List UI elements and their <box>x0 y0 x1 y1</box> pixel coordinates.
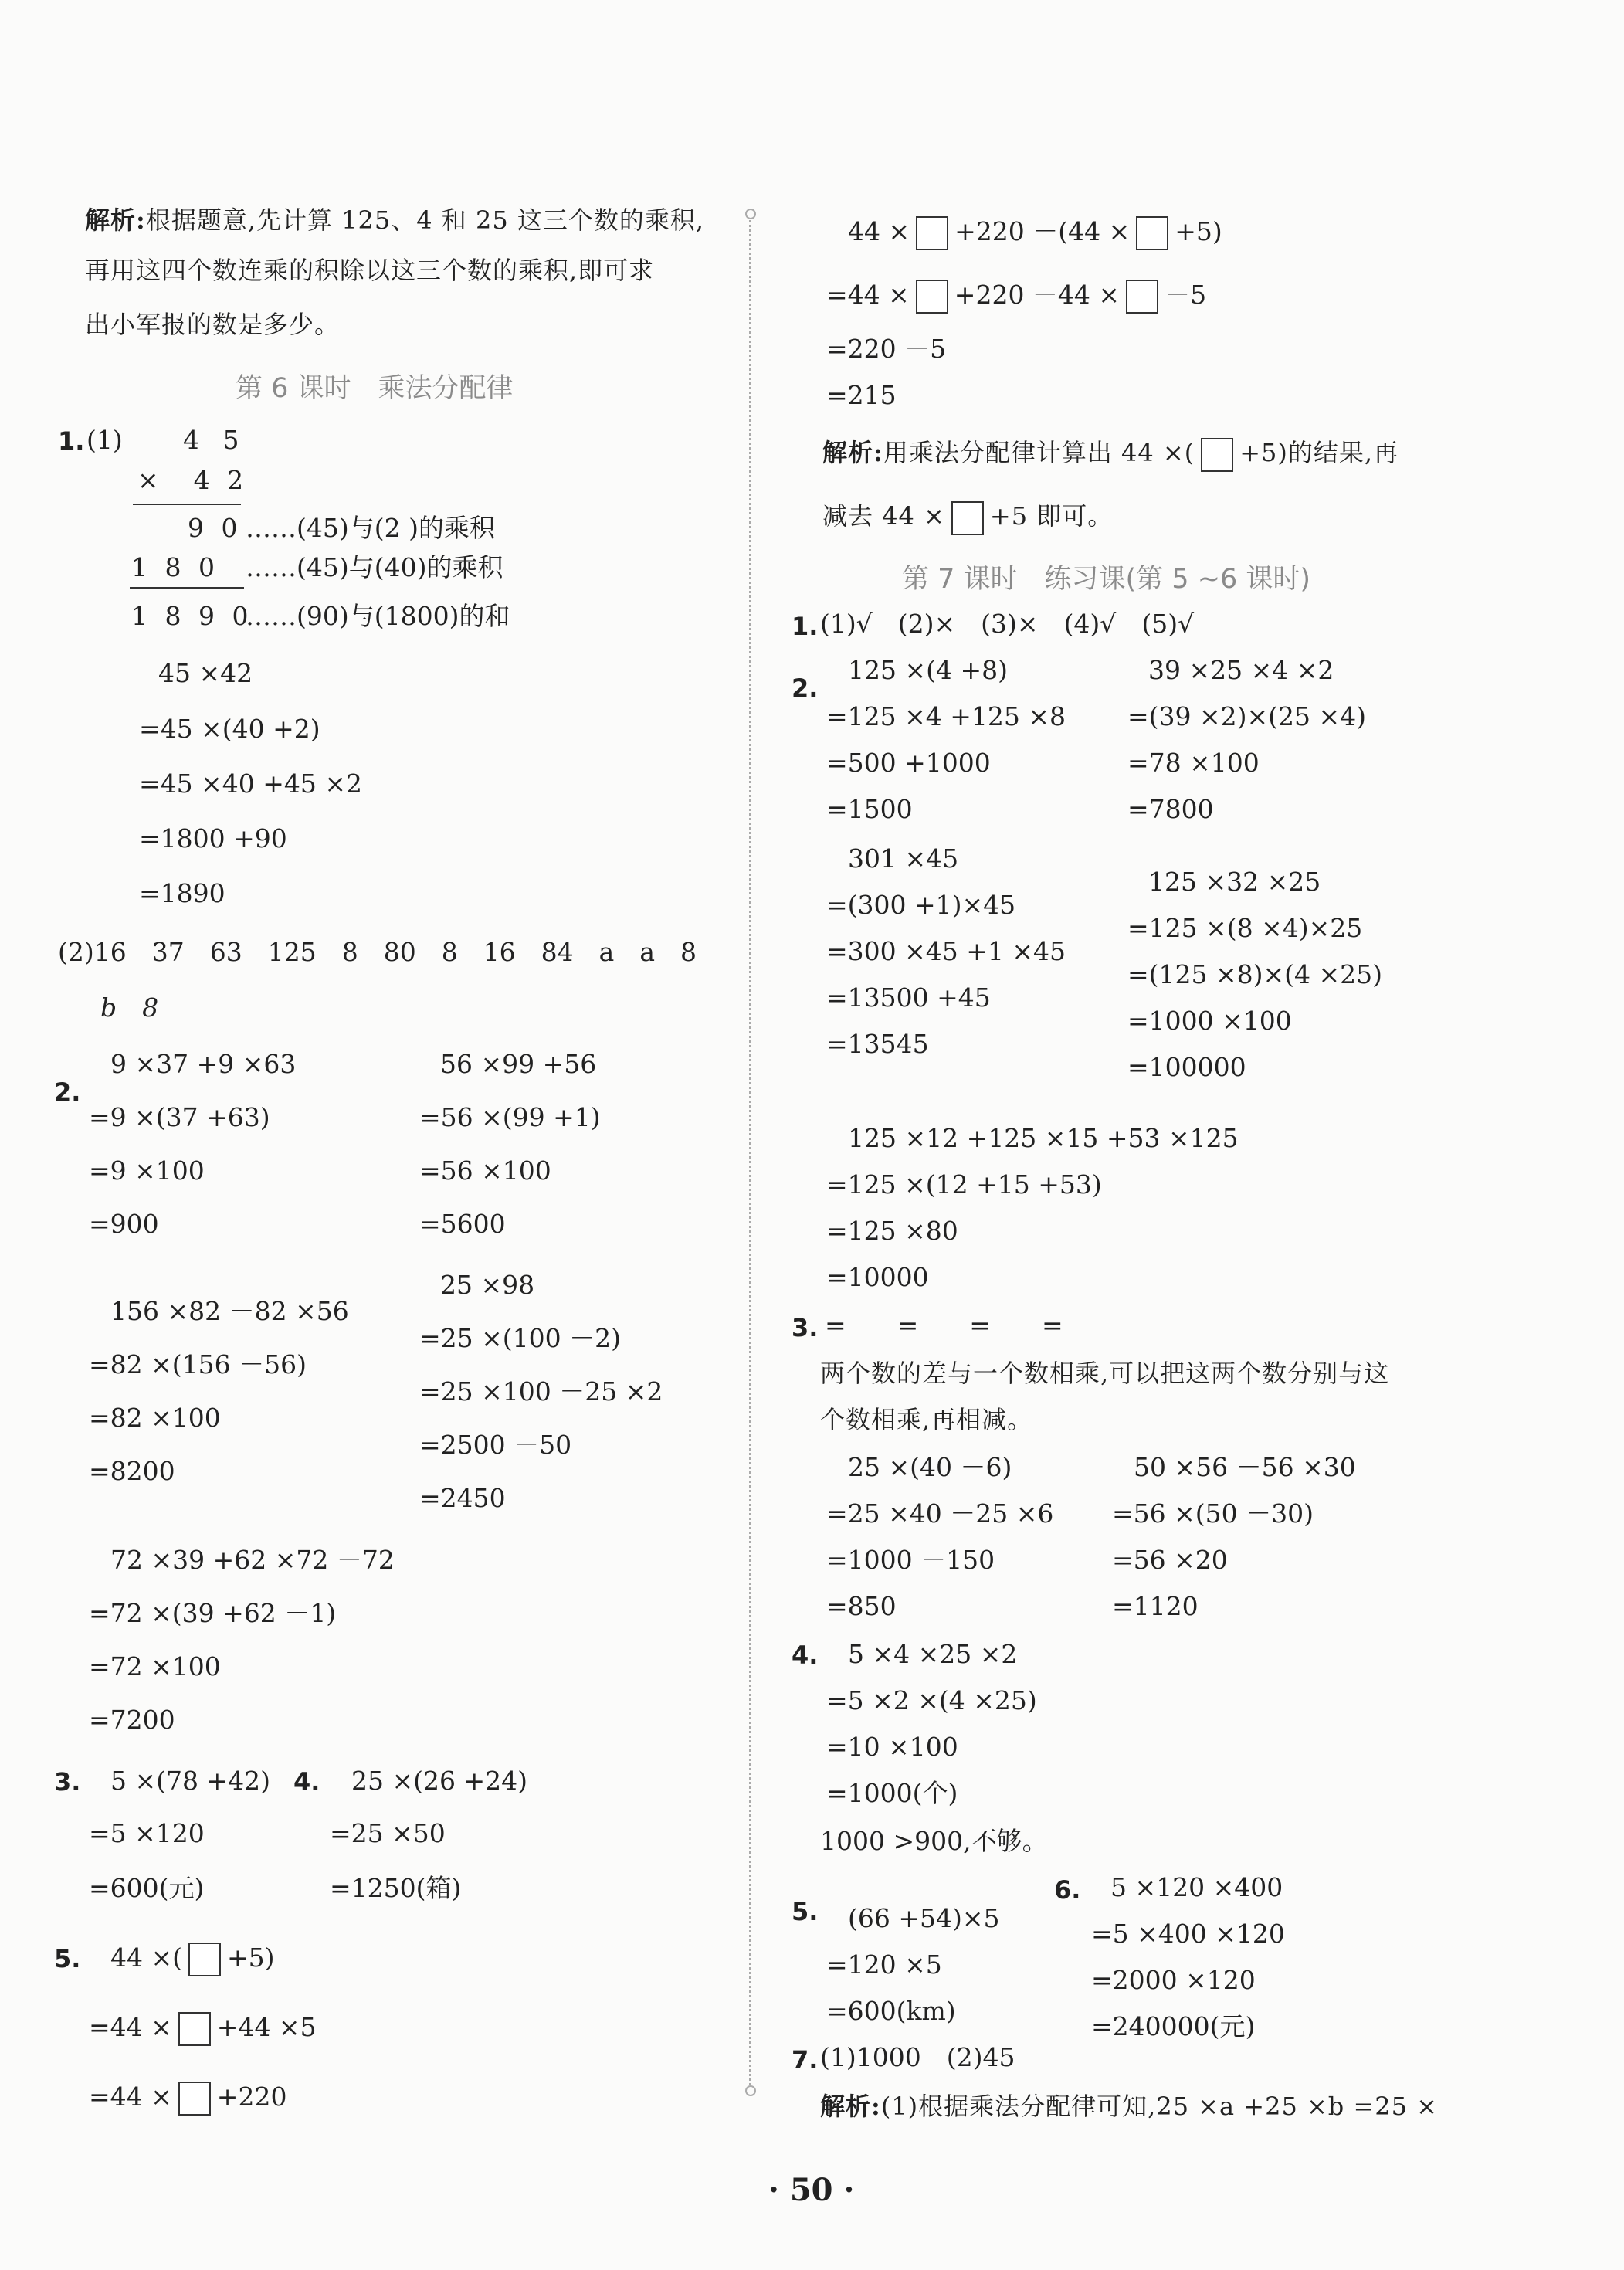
r-q4-line-4: =1000(个) <box>826 1778 958 1808</box>
q2-number: 2. <box>54 1077 81 1107</box>
vertical-row-3-note: ……(90)与(1800)的和 <box>246 601 510 631</box>
q5-line-1: 44 ×( +5) <box>110 1943 275 1976</box>
r-q2-d-4: =1000 ×100 <box>1127 1006 1292 1036</box>
q2-c-1: 156 ×82 －82 ×56 <box>110 1296 349 1326</box>
r-q2-b-1: 39 ×25 ×4 ×2 <box>1148 655 1334 685</box>
q2-a-2: =9 ×(37 +63) <box>89 1102 270 1132</box>
q5-number: 5. <box>54 1944 81 1973</box>
blank-box <box>178 2012 211 2046</box>
q1-step-1: 45 ×42 <box>158 658 253 688</box>
r-q2-a-3: =500 +1000 <box>826 748 991 778</box>
r-q2-a-1: 125 ×(4 +8) <box>848 655 1009 685</box>
vertical-row-2: 1 8 0 <box>131 552 219 582</box>
r-q2-b-3: =78 ×100 <box>1127 748 1260 778</box>
r-q6-line-4: =240000(元) <box>1091 2011 1256 2041</box>
r-q7-analysis: 解析:(1)根据乘法分配律可知,25 ×a +25 ×b =25 × <box>820 2092 1438 2121</box>
q4-line-3: =1250(箱) <box>330 1873 462 1903</box>
r-q3-a-2: =25 ×40 －25 ×6 <box>826 1498 1054 1529</box>
r-q3-b-3: =56 ×20 <box>1112 1545 1228 1575</box>
q3-line-1: 5 ×(78 +42) <box>110 1766 271 1796</box>
r-q3-a-3: =1000 －150 <box>826 1545 995 1575</box>
vertical-rule-1 <box>133 504 241 505</box>
q1-part1-label: (1) <box>86 425 123 455</box>
r-q4-line-2: =5 ×2 ×(4 ×25) <box>826 1685 1037 1715</box>
page-number: · 50 · <box>768 2172 855 2208</box>
r-q2-e-2: =125 ×(12 +15 +53) <box>826 1169 1102 1199</box>
q2-c-4: =8200 <box>89 1456 175 1486</box>
blank-box <box>1126 280 1158 314</box>
q2-d-1: 25 ×98 <box>440 1270 535 1300</box>
r-q2-e-3: =125 ×80 <box>826 1216 958 1246</box>
r-q7-text: (1)1000 (2)45 <box>820 2042 1015 2072</box>
r-q6-number: 6. <box>1054 1875 1081 1905</box>
q1-part2-line-1: (2)16 37 63 125 8 80 8 16 84 a a 8 <box>58 937 697 967</box>
r-q3-number: 3. <box>792 1313 819 1342</box>
intro-line-1: 解析:根据题意,先计算 125、4 和 25 这三个数的乘积, <box>85 205 705 235</box>
r-q2-d-1: 125 ×32 ×25 <box>1148 867 1321 897</box>
q2-e-4: =7200 <box>89 1705 175 1735</box>
blank-box <box>916 216 948 250</box>
q2-b-4: =5600 <box>419 1209 506 1239</box>
r-q5-line-3: =600(km) <box>826 1996 956 2026</box>
r-q6-line-1: 5 ×120 ×400 <box>1110 1872 1283 1902</box>
r-q4-line-3: =10 ×100 <box>826 1732 958 1762</box>
r-q5-number: 5. <box>792 1897 819 1926</box>
analysis-5-line-1: 解析:用乘法分配律计算出 44 ×( +5)的结果,再 <box>822 437 1399 472</box>
intro-line-3: 出小军报的数是多少。 <box>85 310 341 339</box>
r-q2-c-1: 301 ×45 <box>848 843 959 874</box>
q2-e-2: =72 ×(39 +62 －1) <box>89 1598 337 1628</box>
section-heading-lesson-7: 第 7 课时 练习课(第 5 ~6 课时) <box>902 564 1311 595</box>
q1-step-3: =45 ×40 +45 ×2 <box>139 769 363 799</box>
r-q5-line-2: =120 ×5 <box>826 1949 942 1980</box>
vertical-row-3: 1 8 9 0 <box>131 601 253 631</box>
q2-a-3: =9 ×100 <box>89 1155 205 1186</box>
q2-a-1: 9 ×37 +9 ×63 <box>110 1049 297 1079</box>
q2-b-1: 56 ×99 +56 <box>440 1049 597 1079</box>
r-q3-a-1: 25 ×(40 －6) <box>848 1452 1012 1482</box>
r-q3-b-4: =1120 <box>1112 1591 1199 1621</box>
r-q2-c-5: =13545 <box>826 1029 929 1059</box>
r-q2-a-4: =1500 <box>826 794 913 824</box>
intro-line-2: 再用这四个数连乘的积除以这三个数的乘积,即可求 <box>85 256 655 285</box>
q2-b-2: =56 ×(99 +1) <box>419 1102 601 1132</box>
r-q3-a-4: =850 <box>826 1591 897 1621</box>
q2-c-3: =82 ×100 <box>89 1403 221 1433</box>
q2-e-3: =72 ×100 <box>89 1651 221 1681</box>
r-q2-b-2: =(39 ×2)×(25 ×4) <box>1127 701 1367 731</box>
separator-bottom-ring <box>745 2085 756 2096</box>
r-q2-a-2: =125 ×4 +125 ×8 <box>826 701 1066 731</box>
q1-step-4: =1800 +90 <box>139 823 287 853</box>
r-q5-line-1: (66 +54)×5 <box>848 1903 1000 1933</box>
q1-step-2: =45 ×(40 +2) <box>139 714 320 744</box>
r-q1-text: (1)√ (2)× (3)× (4)√ (5)√ <box>820 609 1195 639</box>
r-q3-marks: = = = = <box>825 1310 1063 1340</box>
r-q4-line-1: 5 ×4 ×25 ×2 <box>848 1639 1018 1669</box>
q5-line-3: =44 × +220 <box>89 2082 286 2116</box>
r-q2-e-4: =10000 <box>826 1262 929 1292</box>
r-q2-e-1: 125 ×12 +125 ×15 +53 ×125 <box>848 1123 1239 1153</box>
r-q3-desc-1: 两个数的差与一个数相乘,可以把这两个数分别与这 <box>820 1359 1390 1388</box>
q2-d-5: =2450 <box>419 1483 506 1513</box>
blank-box <box>1136 216 1168 250</box>
q3-line-2: =5 ×120 <box>89 1818 205 1848</box>
q2-c-2: =82 ×(156 －56) <box>89 1349 307 1379</box>
r-q1-number: 1. <box>792 612 819 641</box>
r-q2-d-3: =(125 ×8)×(4 ×25) <box>1127 959 1383 989</box>
blank-box <box>951 501 984 535</box>
section-heading-lesson-6: 第 6 课时 乘法分配律 <box>236 373 514 404</box>
q2-b-3: =56 ×100 <box>419 1155 551 1186</box>
q5-cont-line-4: =215 <box>826 380 897 410</box>
q2-a-4: =900 <box>89 1209 159 1239</box>
vertical-row-1: 9 0 <box>188 513 242 543</box>
q4-line-2: =25 ×50 <box>330 1818 446 1848</box>
r-q2-d-5: =100000 <box>1127 1052 1246 1082</box>
r-q6-line-3: =2000 ×120 <box>1091 1965 1256 1995</box>
q3-line-3: =600(元) <box>89 1873 205 1903</box>
q5-cont-line-2: =44 × +220 －44 × －5 <box>826 280 1206 314</box>
r-q4-line-5: 1000 >900,不够。 <box>820 1826 1048 1856</box>
r-q3-desc-2: 个数相乘,再相减。 <box>820 1405 1033 1434</box>
r-q7-number: 7. <box>792 2045 819 2075</box>
q2-d-2: =25 ×(100 －2) <box>419 1323 622 1353</box>
blank-box <box>916 280 948 314</box>
r-q6-line-2: =5 ×400 ×120 <box>1091 1919 1285 1949</box>
r-q4-number: 4. <box>792 1641 819 1670</box>
r-q2-c-3: =300 ×45 +1 ×45 <box>826 936 1066 966</box>
q5-line-2: =44 × +44 ×5 <box>89 2012 317 2046</box>
r-q2-number: 2. <box>792 674 819 703</box>
vertical-row-1-note: ……(45)与(2 )的乘积 <box>246 513 495 543</box>
r-q2-c-4: =13500 +45 <box>826 982 991 1013</box>
vertical-rule-2 <box>130 587 244 589</box>
separator-top-ring <box>745 209 756 219</box>
vertical-multiplier: × 4 2 <box>137 465 249 495</box>
q5-cont-line-1: 44 × +220 －(44 × +5) <box>848 216 1222 250</box>
q2-d-4: =2500 －50 <box>419 1430 572 1460</box>
r-q2-b-4: =7800 <box>1127 794 1214 824</box>
vertical-row-2-note: ……(45)与(40)的乘积 <box>246 552 503 582</box>
blank-box <box>188 1943 221 1976</box>
r-q3-b-2: =56 ×(50 －30) <box>1112 1498 1314 1529</box>
r-q3-b-1: 50 ×56 －56 ×30 <box>1134 1452 1356 1482</box>
q1-part2-line-2: b 8 <box>100 992 159 1023</box>
column-separator <box>749 216 751 2085</box>
q4-number: 4. <box>293 1767 320 1797</box>
blank-box <box>1201 438 1233 472</box>
q2-e-1: 72 ×39 +62 ×72 －72 <box>110 1545 395 1575</box>
analysis-5-line-2: 减去 44 × +5 即可。 <box>822 500 1113 535</box>
q3-number: 3. <box>54 1767 81 1797</box>
r-q2-d-2: =125 ×(8 ×4)×25 <box>1127 913 1363 943</box>
q1-number: 1. <box>58 426 85 456</box>
vertical-top: 4 5 <box>183 425 247 455</box>
q5-cont-line-3: =220 －5 <box>826 334 947 364</box>
q2-d-3: =25 ×100 －25 ×2 <box>419 1376 663 1406</box>
r-q2-c-2: =(300 +1)×45 <box>826 890 1016 920</box>
blank-box <box>178 2082 211 2116</box>
q4-line-1: 25 ×(26 +24) <box>351 1766 528 1796</box>
q1-step-5: =1890 <box>139 878 225 908</box>
